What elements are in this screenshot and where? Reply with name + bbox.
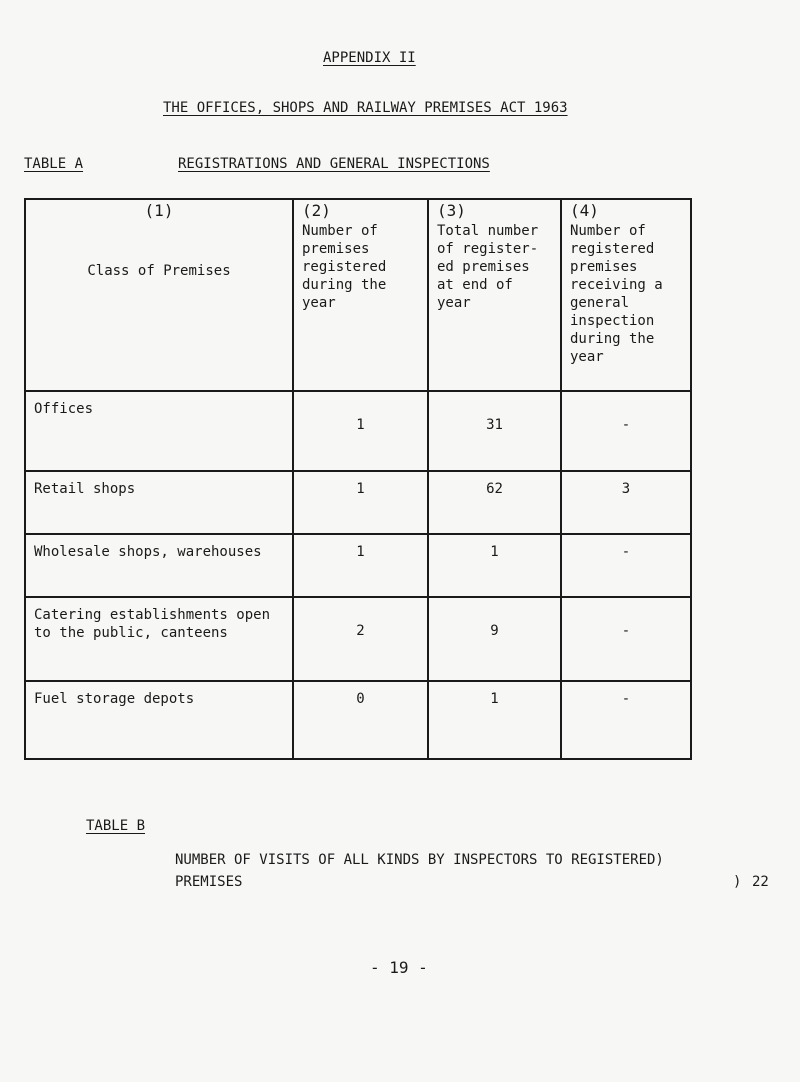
table-b-line1: NUMBER OF VISITS OF ALL KINDS BY INSPECTORS TO REGISTERED) (175, 852, 664, 868)
registered-cell: 1 (293, 391, 428, 471)
col-number-3: (3) (437, 201, 466, 220)
table-b-label: TABLE B (86, 818, 146, 834)
class-cell: Catering establishments open to the public, canteens (25, 597, 293, 681)
total-cell: 1 (428, 681, 561, 759)
col-label-4: Number of registered premises receiving a general inspection during the year (570, 223, 663, 365)
col-header-2 (293, 199, 428, 391)
inspected-cell: - (561, 681, 691, 759)
total-cell: 1 (428, 534, 561, 597)
class-cell: Offices (25, 391, 293, 471)
registered-cell: 2 (293, 597, 428, 681)
col-number-4: (4) (570, 201, 599, 220)
col-number-1: (1) (144, 201, 174, 220)
table-row (25, 391, 691, 471)
registered-cell: 0 (293, 681, 428, 759)
col-label-2: Number of premises registered during the year (302, 223, 387, 311)
table-b-line2: PREMISES (175, 874, 243, 890)
col-header-1 (25, 199, 293, 391)
col-label-3: Total number of register- ed premises at end of year (437, 223, 539, 311)
registered-cell: 1 (293, 534, 428, 597)
total-cell: 31 (428, 391, 561, 471)
registered-cell: 1 (293, 471, 428, 534)
table-row (25, 597, 691, 681)
total-cell: 62 (428, 471, 561, 534)
col-number-2: (2) (302, 201, 331, 220)
col-header-3 (428, 199, 561, 391)
class-cell: Fuel storage depots (25, 681, 293, 759)
table-b-bracket: ) (733, 874, 742, 890)
table-row (25, 534, 691, 597)
page-number: - 19 - (370, 958, 428, 977)
table-row (25, 471, 691, 534)
inspected-cell: - (561, 597, 691, 681)
inspected-cell: - (561, 391, 691, 471)
table-b-value: 22 (752, 874, 769, 890)
table-a-title: REGISTRATIONS AND GENERAL INSPECTIONS (178, 156, 490, 172)
inspected-cell: 3 (561, 471, 691, 534)
registrations-table (24, 198, 692, 760)
col-label-1: Class of Premises (87, 263, 231, 279)
total-cell: 9 (428, 597, 561, 681)
act-title: THE OFFICES, SHOPS AND RAILWAY PREMISES ACT 1963 (163, 100, 568, 116)
appendix-title: APPENDIX II (323, 50, 416, 66)
class-cell: Retail shops (25, 471, 293, 534)
inspected-cell: - (561, 534, 691, 597)
col-header-4 (561, 199, 691, 391)
table-row (25, 681, 691, 759)
class-cell: Wholesale shops, warehouses (25, 534, 293, 597)
table-a-label: TABLE A (24, 156, 84, 172)
